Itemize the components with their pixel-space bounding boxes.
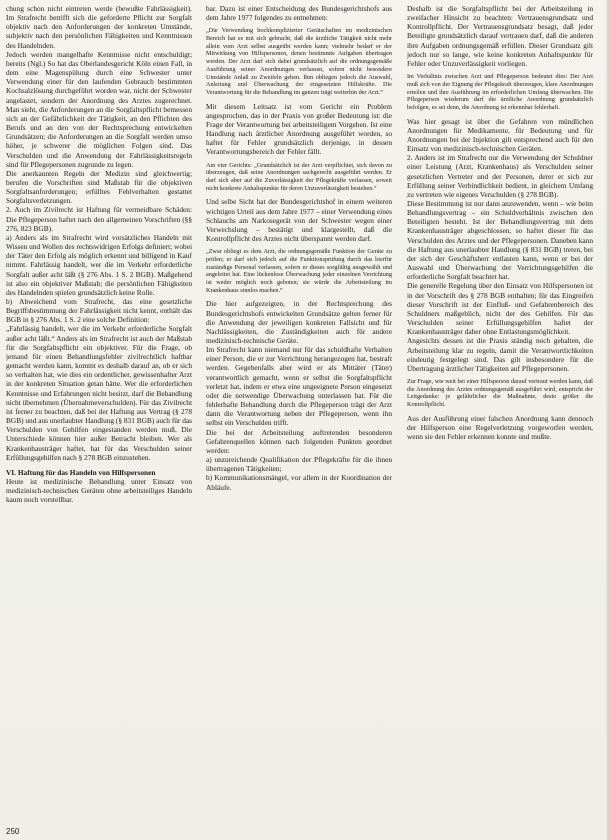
paragraph: Die hier aufgezeigten, in der Rechtsprechung des Bundesgerichtshofs entwickelten Grundsätze gelten ferner für die Anwendung der jeweiligen konkreten Fallsicht und für Nachlässigkeiten, die Zuständigkeiten auch für andere medizinisch-technische Geräte. [206, 299, 392, 346]
paragraph: „Fahrlässig handelt, wer die im Verkehr erforderliche Sorgfalt außer acht läßt.“ Anders als im Strafrecht ist auch der Maßstab für die Sorgfaltspflicht ein objektiver. Für die Frage, ob jemand für einen Behandlungsfehler zivilrechtlich haftbar gemacht werden kann, kommt es deshalb darauf an, ob er sich so verhalten hat, wie dies ein ordentlicher, gewissenhafter Arzt in der konkreten Situation getan hätte. Wer die erforderlichen Kenntnisse und Erfahrungen nicht besitzt, darf die Behandlung nicht übernehmen (Übernahmeverschulden). Für das Zivilrecht ist ferner zu beachten, daß bei der Haftung aus Vertrag (§ 278 BGB) und aus unerlaubter Handlung (§ 831 BGB) auch für das Verschulden von Gehilfen eingestanden werden muß. Die Unterschiede können hier außer Betracht bleiben. Wer als Krankenhausträger haftet, hat für das Verschulden seiner Erfüllungsgehilfen nach § 278 BGB einzustehen. [6, 324, 192, 462]
paragraph: b) Kommunikationsmängel, vor allem in der Koordination der Abläufe. [206, 473, 392, 492]
text-column-left [6, 4, 192, 820]
paragraph: Und selbe Sicht hat der Bundesgerichtshof in einem weiteren wichtigen Urteil aus dem Jahre 1977 – einer Verwendung eines Schlauchs am Narkosegerät von der Schwester wegen einer Verwechslung – bestätigt und klargestellt, daß die Kontrollpflicht des Arztes nicht überspannt werden darf. [206, 197, 392, 244]
paragraph: b) Abweichend vom Strafrecht, das eine gesetzliche Begriffsbestimmung der Fahrlässigkeit nicht kennt, enthält das BGB in § 276 Abs. 1 S. 2 eine solche Definition: [6, 297, 192, 325]
page-spine-shadow [606, 0, 610, 840]
paragraph: Deshalb ist die Sorgfaltspflicht bei der Arbeitsteilung in zweifacher Hinsicht zu beachten: Vertrauensgrundsatz und Kontrollpflicht. Der Vertrauensgrundsatz besagt, daß jeder Beteiligte grundsätzlich darauf vertrauen darf, daß die anderen ihre Aufgaben ordnungsgemäß erfüllen. Dieser Grundsatz gilt jedoch nur so lange, wie keine konkreten Anhaltspunkte für Fehler oder Unzuverlässigkeit vorliegen. [407, 4, 593, 68]
paragraph: Aus der Ausführung einer falschen Anordnung kann dennoch der Hilfsperson eine Regelverletzung vorgeworfen werden, wenn sie den Fehler erkennen konnte und mußte. [407, 413, 593, 442]
paragraph: Jedoch werden mangelhafte Kenntnisse nicht entschuldigt; bereits (Ngl.) So hat das Oberlandesgericht Köln einen Fall, in dem eine Magenspülung durch eine Schwester unter Verwendung einer für den laufenden Gebrauch bestimmten Kochsalzlösung durchgeführt worden war, nicht der Schwester angelastet, sondern der Anordnung des Arztes zugerechnet. Man sieht, die Anforderungen an die Sorgfaltspflicht bemessen sich an der Gefährlichkeit der Tätigkeit, an den Pflichten des Berufs und an den von der Rechtsprechung entwickelten Grundsätzen; die Anforderungen an die Sorgfalt werden umso höher, je schwerer die möglichen Folgen sind. Das Verschulden und die Anwendung der Fahrlässigkeitsregeln sind für Pflegepersonen zugrunde zu legen. [6, 49, 192, 169]
paragraph: a) unzureichende Qualifikation der Pflegekräfte für die ihnen übertragenen Tätigkeiten; [206, 455, 392, 474]
paragraph: chung schon nicht eintreten werde (bewußte Fahrlässigkeit). Im Strafrecht betrifft sich die geforderte Pflicht zur Sorgfalt objektiv nach den Anforderungen der konkreten Umstände, subjektiv nach den persönlichen Fähigkeiten und Kenntnissen des Handelnden. [6, 4, 192, 50]
paragraph: Angesichts dessen ist die Praxis ständig noch gehalten, die Arbeitsteilung klar zu regeln, damit die Verantwortlichkeiten eindeutig festgelegt sind. Das gilt insbesondere für die Übertragung ärztlicher Tätigkeiten auf Pflegepersonen. [407, 336, 593, 373]
paragraph: Mit diesem Leitsatz ist vom Gericht ein Problem angesprochen, das in der Praxis von großer Bedeutung ist: die Frage der Verantwortung bei arbeitsteiligem Vorgehen. Ist eine Handlung nach ärztlicher Anordnung ausgeführt worden, so haftet für Fehler grundsätzlich derjenige, in dessen Verantwortungsbereich der Fehler fällt. [206, 101, 392, 157]
paragraph: Heute ist medizinische Behandlung unter Einsatz von medizinisch-technischen Geräten ohne arbeitsteiliges Handeln kaum noch vorstellbar. [6, 476, 192, 505]
paragraph: 2. Auch im Zivilrecht ist Haftung für vermeidbare Schäden: Die Pflegeperson haftet nach den allgemeinen Vorschriften (§§ 276, 823 BGB). [6, 205, 192, 233]
paragraph: „Zwar obliegt es dem Arzt, die ordnungsgemäße Funktion der Geräte zu prüfen; er darf sich jedoch auf die Funktionsprüfung durch das hierfür zuständige Personal verlassen, sofern er dieses sorgfältig ausgewählt und angeleitet hat. Eine lückenlose Überwachung jeder einzelnen Verrichtung ist weder möglich noch geboten; sie würde die Arbeitsteilung im Krankenhaus sinnlos machen.“ [206, 248, 392, 294]
text-column-right [407, 4, 593, 820]
text-column-middle [206, 4, 392, 820]
paragraph: Die generelle Regelung über den Einsatz von Hilfspersonen ist in der Vorschrift des § 278 BGB enthalten; für das Eingreifen dieser Vorschrift ist der Einfluß- und Gefahrenbereich des Schuldners maßgeblich, nicht der des Gehilfen. Für das Verschulden seiner Erfüllungsgehilfen haftet der Krankenhausträger daher ohne Entlastungsmöglichkeit. [407, 281, 593, 337]
section-heading: VI. Haftung für das Handeln von Hilfspersonen [6, 467, 156, 477]
paragraph: a) Anders als im Strafrecht wird vorsätzliches Handeln mit Wissen und Wollen des rechtswidrigen Erfolgs definiert; wobei der Täter den Erfolg als möglich erkennt und billigend in Kauf nimmt. Fahrlässig handelt, wer die im Verkehr erforderliche Sorgfalt außer acht läßt (§ 276 Abs. 1 S. 2 BGB). Maßgebend ist also ein objektiver Maßstab; die persönlichen Fähigkeiten des Handelnden spielen grundsätzlich keine Rolle. [6, 232, 192, 297]
paragraph: „Die Verwendung hochkomplizierter Gerätschaften im medizinischen Bereich hat es mit sich gebracht, daß die ärztliche Tätigkeit nicht mehr allein vom Arzt selbst ausgeübt werden kann; vielmehr bedarf er der Mitwirkung von Hilfspersonen, denen bestimmte Aufgaben übertragen werden. Der Arzt darf sich dabei grundsätzlich auf die ordnungsgemäße Ausführung seiner Anordnungen verlassen, sofern nicht besondere Umstände Anlaß zu Zweifeln geben. Ihm obliegen jedoch die Auswahl, Anleitung und Überwachung der eingesetzten Hilfskräfte. Die Verantwortung für die Behandlung im ganzen trägt weiterhin der Arzt.“ [206, 27, 392, 96]
paragraph: Die bei der Arbeitsteilung auftretenden besonderen Gefahrenquellen können nach folgenden Punkten geordnet werden: [206, 427, 392, 455]
paragraph: Im Verhältnis zwischen Arzt und Pflegeperson bedeutet dies: Der Arzt muß sich von der Eignung der Pflegekraft überzeugen, klare Anordnungen erteilen und ihre Ausführung im erforderlichen Umfang überwachen. Die Pflegeperson wiederum darf die ärztliche Anordnung grundsätzlich befolgen, es sei denn, die Anordnung ist erkennbar fehlerhaft. [407, 73, 593, 111]
paragraph: Zur Frage, wie weit bei einer Hilfsperson darauf vertraut werden kann, daß die Anordnung des Arztes ordnungsgemäß ausgeführt wird, entspricht der Leitgedanke: je gefährlicher die Maßnahme, desto größer die Kontrollpflicht. [407, 377, 593, 409]
paragraph: Die anerkannten Regeln der Medizin sind gleichwertig; berufen die Vorschriften sind Maßstab für die objektiven Sorgfaltsanforderungen; erfülltes Fehlverhalten gestattet Sorgfaltsverletzungen. [6, 168, 192, 206]
page-number: 250 [6, 827, 20, 836]
paragraph: Am vier Gerichts: „Grundsätzlich ist der Arzt verpflichtet, sich davon zu überzeugen, daß seine Anordnungen sachgerecht ausgeführt werden. Er darf sich aber auf die Zuverlässigkeit der Pflegekräfte verlassen, soweit nicht konkrete Anhaltspunkte für deren Unzuverlässigkeit bestehen.“ [206, 161, 392, 192]
paragraph: Diese Bestimmung ist nur dann anzuwenden, wenn – wie beim Behandlungsvertrag – ein Schuldverhältnis zwischen den Beteiligten besteht. Ist der Behandlungsvertrag mit dem Krankenhausträger abgeschlossen, so haftet dieser für das Verschulden des Arztes und der Pflegepersonen. Daneben kann die Haftung aus unerlaubter Handlung (§ 831 BGB) treten, bei der sich der Geschäftsherr entlasten kann, wenn er bei der Auswahl und Überwachung der Verrichtungsgehilfen die erforderliche Sorgfalt beachtet hat. [407, 199, 593, 282]
paragraph: bar. Dazu ist einer Entscheidung des Bundesgerichtshofs aus dem Jahre 1977 folgendes zu entnehmen: [206, 4, 392, 23]
paragraph: Im Strafrecht kann niemand nur für das schuldhafte Verhalten einer Person, die er zur Verrichtung herangezogen hat, bestraft werden. Gegebenfalls aber wird er als Mittäter (Täter) verantwortlich gemacht, wenn er selbst die Sorgfaltspflicht verletzt hat, indem er etwa eine ungeeignete Person eingesetzt oder die notwendige Überwachung unterlassen hat. Für die fehlerhafte Behandlung durch die Pflegeperson trägt der Arzt dann die Verantwortung neben der Pflegeperson, wenn ihn selbst ein Verschulden trifft. [206, 345, 392, 428]
paragraph: Was hier gesagt ist über die Gefahren von mündlichen Anordnungen für Medikamente, für Bedeutung und für Anordnungen bei der Injektion gilt entsprechend auch für den Einsatz von medizinisch-technischen Geräten. [407, 116, 593, 154]
paragraph: 2. Anders ist im Strafrecht nur die Verwendung der Schuldner einer Leistung (Arzt, Krankenhaus) als Verschulden seiner gesetzlichen Vertreter und der Personen, derer er sich zur Erfüllung seiner Verbindlichkeit bedient, in gleichem Umfang zu vertreten wie eigenes Verschulden (§ 278 BGB). [407, 153, 593, 199]
